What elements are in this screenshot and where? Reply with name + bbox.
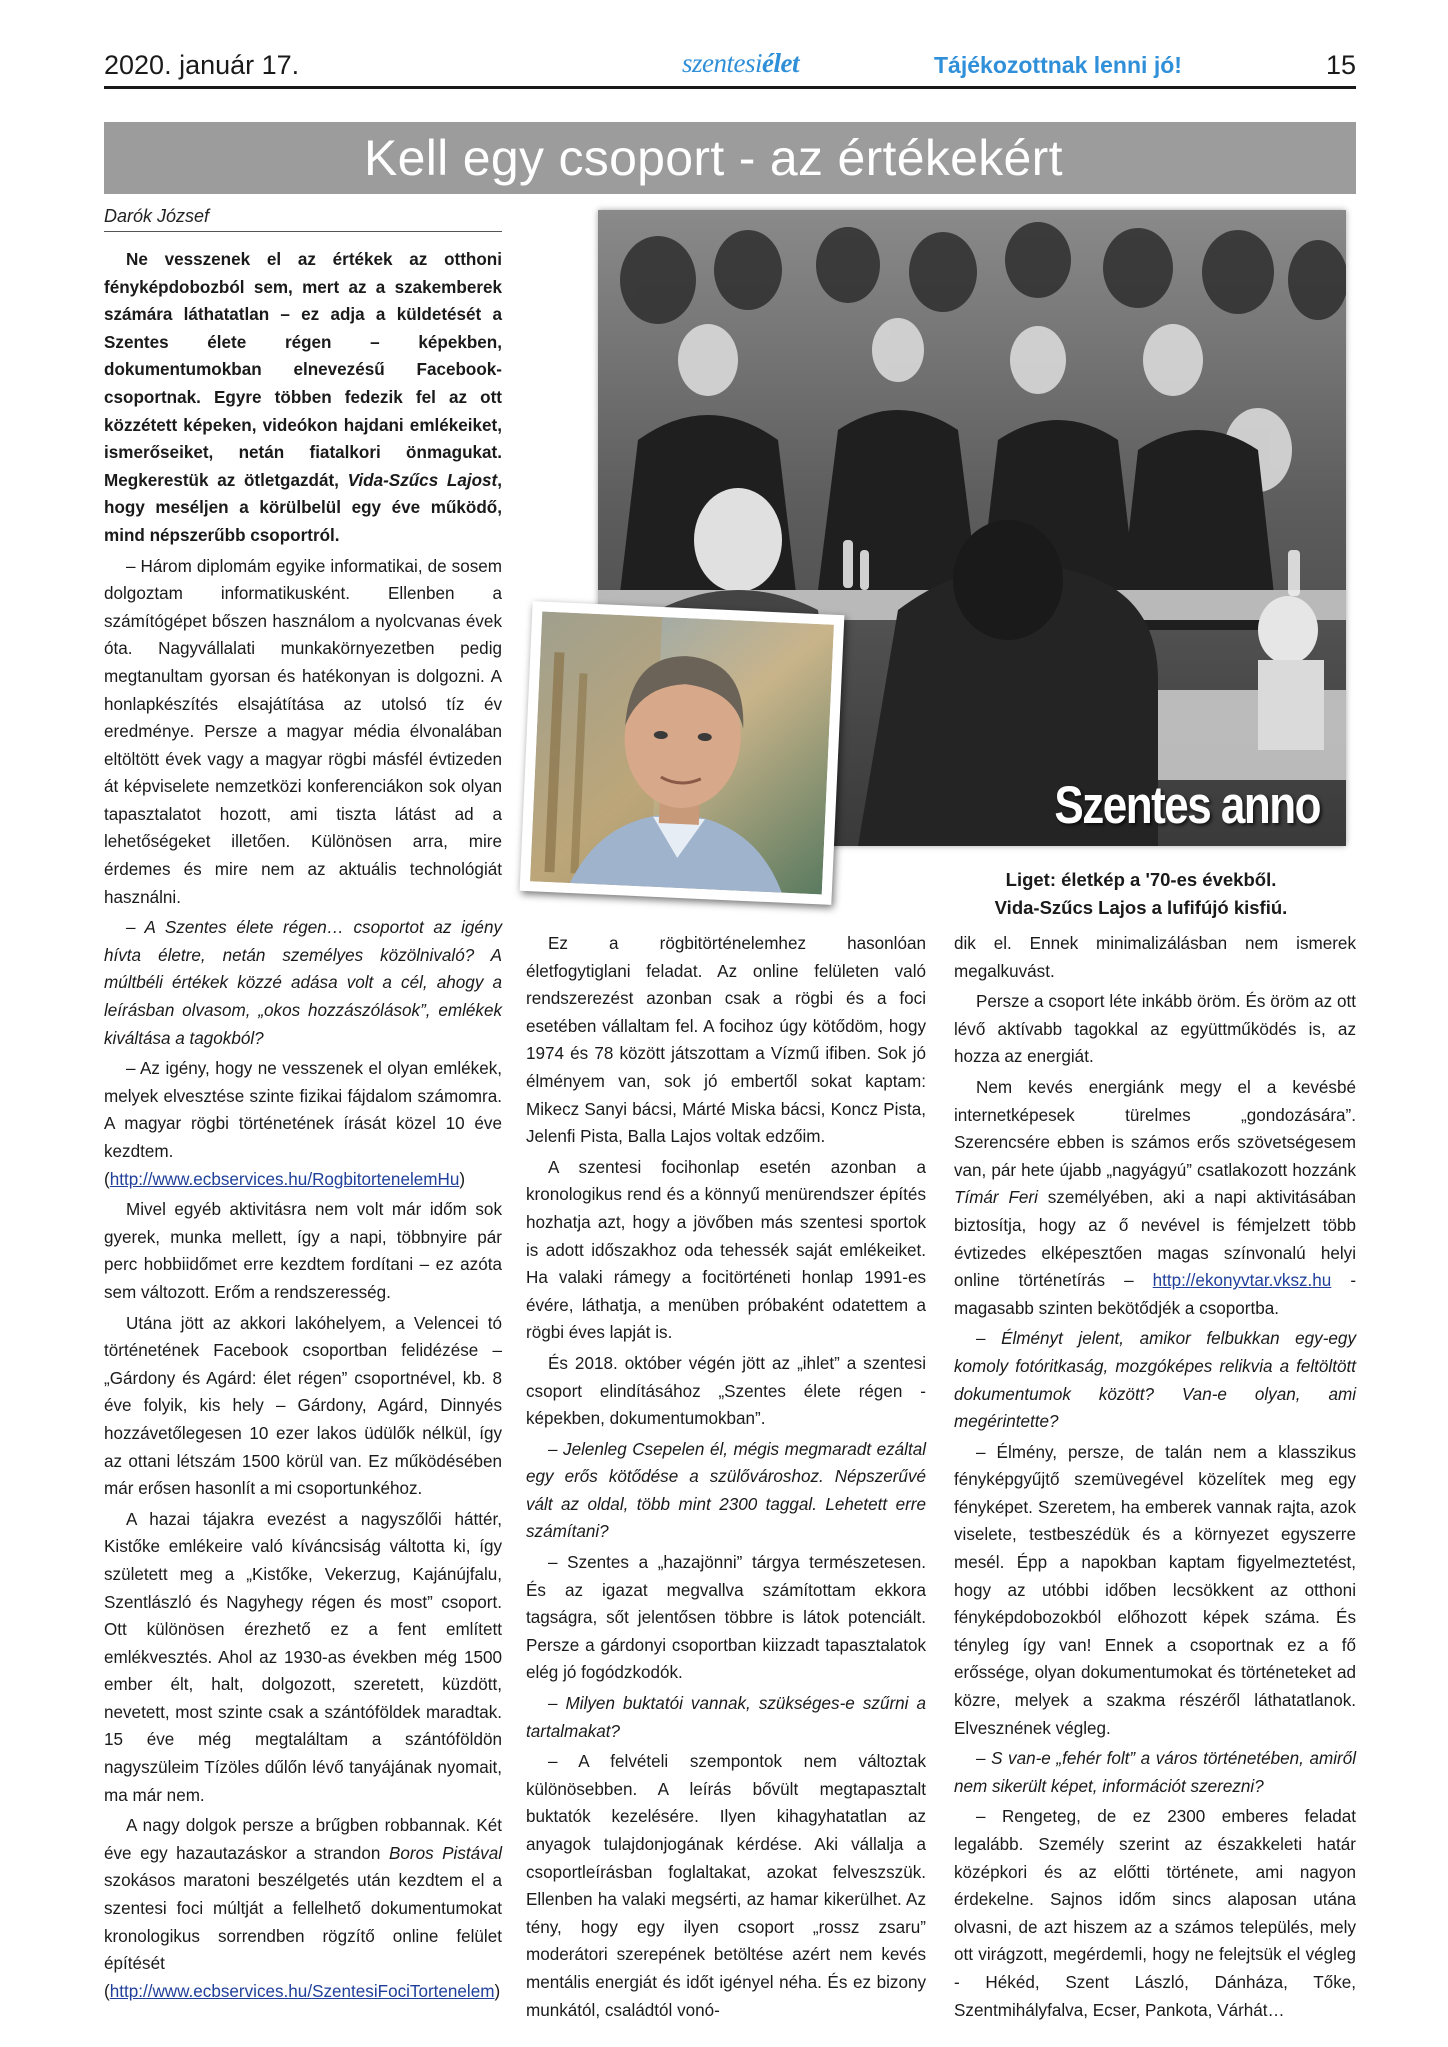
lead-person-name: Vida-Szűcs Lajost	[347, 470, 498, 490]
lead-text-b: , hogy meséljen a körülbelül egy éve működő, mind népszerűbb csoportról.	[104, 470, 502, 545]
paragraph: És 2018. október végén jött az „ihlet” a szentesi csoport elindításához „Szentes élete régen - képekben, dokumentumokban”.	[526, 1353, 926, 1429]
question: – Milyen buktatói vannak, szükséges-e szűrni a tartalmakat?	[526, 1694, 926, 1741]
author-divider	[104, 231, 502, 232]
paragraph: – Három diplomám egyike informatikai, de sosem dolgoztam informatikusként. Ellenben a számítógépet bőszen használom a nyolcvanas évek óta. Nagyvállalati munkakörnyezetben pedig megtanultam gyorsan és hatékonyan is dolgozni. A honlapkészítés elsajátítása az utolsó tíz év eredménye. Persze a magyar média élvonalában eltöltött évek vagy a magyar rögbi másfél évtizeden át képviselete nemzetközi konferenciákon sok olyan tapasztalatot hozott, ami tiszta látást ad a lehetőségeket illetően. Különösen arra, mire érdemes és mire nem az aktuális technológiát használni.	[104, 556, 502, 907]
photo-caption	[926, 866, 1356, 922]
paragraph-text: )	[494, 1981, 501, 2001]
header-divider	[104, 86, 1356, 89]
paragraph-text: A nagy dolgok persze a brűgben robbannak. Két éve egy hazautazáskor a strandon	[104, 1816, 502, 1863]
paragraph-text: )	[459, 1169, 466, 1189]
question: – S van-e „fehér folt” a város történetében, amiről nem sikerült képet, információt szerezni?	[954, 1749, 1356, 1796]
paragraph-text: - magasabb szinten bekötődjék a csoportba.	[954, 1271, 1357, 1318]
paragraph	[954, 1074, 1356, 1322]
article-column-3	[954, 930, 1356, 2027]
person-name: Boros Pistával	[388, 1843, 503, 1863]
lead-text-a: Ne vesszenek el az értékek az otthoni fényképdobozból sem, mert az a szakemberek számára láthatatlan – ez adja a küldetését a Szentes élete régen – képekben, dokumentumokban elnevezésű Facebook-csoportnak. Egyre többen fedezik fel az ott közzétett képeken, videókon hajdani emlékeiket, ismerőseiket, netán fiatalkori önmagukat. Megkerestük az ötletgazdát,	[104, 250, 502, 490]
logo-text-part1: szentesi	[682, 48, 762, 78]
page-number: 15	[1325, 50, 1356, 80]
article-column-2	[526, 930, 926, 2027]
paragraph	[104, 1055, 502, 1193]
football-history-link[interactable]: http://www.ecbservices.hu/SzentesiFociTortenelem	[109, 1981, 495, 2001]
paragraph: Utána jött az akkori lakóhelyem, a Velencei tó történetének Facebook csoportban felidézése – „Gárdony és Agárd: élet régen” csoportnével, kb. 8 éve folyik, kis hely – Gárdony, Agárd, Dinnyés hozzávetőlegesen 10 ezer lakos üdülők nélkül, így az ottani létszám 1500 körül van. Ez működésében már erősen hasonlít a mi csoportunkéhoz.	[104, 1313, 502, 1499]
issue-date: 2020. január 17.	[104, 50, 300, 80]
paragraph	[104, 1812, 502, 2005]
portrait-photo-icon	[530, 612, 834, 895]
ekonyvtar-link[interactable]: http://ekonyvtar.vksz.hu	[1152, 1271, 1332, 1291]
paragraph: Persze a csoport léte inkább öröm. És öröm az ott lévő aktívabb tagokkal az együttműködés is, az hozza az energiát.	[954, 992, 1356, 1067]
paragraph: – Szentes a „hazajönni” tárgya természetesen. És az igazat megvallva számítottam ekkora tagságra, sőt jelentősen többre is látok potenciált. Persze a gárdonyi csoportban kiizzadt tapasztalatok elég jó fogódzkodók.	[526, 1553, 926, 1683]
paragraph-text: személyében, aki a napi aktivitásában biztosítja, hogy az ő nevével is fémjelzett több évtizedes elképesztően magas színvonalú helyi online történetírás –	[954, 1188, 1356, 1291]
paragraph: dik el. Ennek minimalizálásban nem ismerek megalkuvást.	[954, 934, 1356, 981]
paragraph-text: szokásos maratoni beszélgetés után kezdtem el a szentesi foci múltját a fellelhető dokumentumokat kronologikus sorrendben rögzítő online felület építését (	[104, 1871, 502, 2001]
newspaper-slogan: Tájékozottnak lenni jó!	[934, 52, 1182, 78]
paragraph: – A felvételi szempontok nem változtak különösebben. A leírás bővült megtapasztalt buktatók kezelésére. Ilyen kihagyhatatlan az anyagok tulajdonjogának kérdése. Aki vállalja a csoportleírásban foglaltakat, azokat felveszszük. Ellenben ha valaki megsérti, az hamar kikerülhet. Az tény, hogy egy ilyen csoport „rossz zsaru” moderátori szerepének betöltése azért nem kevés mentális energiát és időt igényel néha. És ez bizony munkától, családtól vonó-	[526, 1752, 926, 2020]
rugby-history-link[interactable]: http://www.ecbservices.hu/RogbitortenelemHu	[109, 1169, 460, 1189]
portrait-photo	[520, 601, 845, 905]
newspaper-logo[interactable]	[682, 48, 799, 79]
question: – A Szentes élete régen… csoportot az igény hívta életre, netán személyes közölnivaló? A múltbéli értékek közzé adása volt a cél, ahogy a leírásban olvasom, „okos hozzászólások”, emlékek kiváltása a tagokból?	[104, 918, 502, 1048]
article-lead	[104, 246, 502, 550]
paragraph: – Élmény, persze, de talán nem a klasszikus fényképgyűjtő szemüvegével közelítek meg egy fényképet. Szeretem, ha emberek vannak rajta, azok viselete, testbeszédük és a környezet egyszerre mesél. Épp a napokban kaptam figyelmeztetést, hogy az utóbbi időben lecsökkent az otthoni fényképdobozokból előhozott képek száma. És tényleg így van! Ennek a csoportnak ez a fő erőssége, olyan dokumentumokat és történeteket ad közre, melyek a szakma részéről láthatatlanok. Elvesznének végleg.	[954, 1442, 1356, 1738]
caption-line-2: Vida-Szűcs Lajos a lufifújó kisfiú.	[994, 897, 1288, 918]
szentes-anno-label: Szentes anno	[1054, 776, 1320, 835]
paragraph: Ez a rögbitörténelemhez hasonlóan életfogytiglani feladat. Az online felületen való rendszerezést azonban csak a rögbi és a foci esetében vállaltam fel. A focihoz úgy kötődöm, hogy 1974 és 78 között játszottam a Vízmű ifiben. Sok jó élményem van, sok jó embertől sokat kaptam: Mikecz Sanyi bácsi, Márté Miska bácsi, Koncz Pista, Jelenfi Pista, Balla Lajos voltak edzőim.	[526, 934, 926, 1147]
paragraph-text: – Az igény, hogy ne vesszenek el olyan emlékek, melyek elvesztése szinte fizikai fájdalom számomra. A magyar rögbi történetének írását közel 10 éve kezdtem. (	[104, 1059, 502, 1189]
paragraph: Mivel egyéb aktivitásra nem volt már időm sok gyerek, munka mellett, így a napi, többnyire pár perc hobbiidőmet erre kezdtem fordítani – ez azóta sem változott. Erőm a rendszeresség.	[104, 1200, 502, 1302]
person-name: Tímár Feri	[954, 1188, 1038, 1208]
paragraph: A szentesi focihonlap esetén azonban a kronologikus rend és a könnyű menürendszer építés hozhatja azt, hogy a jövőben más szentesi sportok is adott időszakhoz oda tehessék saját emlékeiket. Ha valaki rámegy a focitörténeti honlap 1991-es évére, láthatja, a menüben próbaként odatettem a rögbi éves lapját is.	[526, 1157, 926, 1343]
paragraph: – Rengeteg, de ez 2300 emberes feladat legalább. Személy szerint az északkeleti határ középkori és az előtti története, ami nagyon érdekelne. Sajnos időm sincs alaposan utána olvasni, de azt hiszem az a számos település, mely ott virágzott, megérdemli, hogy ne felejtsük el végleg - Hékéd, Szent László, Dánháza, Tőke, Szentmihályfalva, Ecser, Pankota, Várhát…	[954, 1807, 1356, 2020]
article-column-1	[104, 246, 502, 2008]
caption-line-1: Liget: életkép a '70-es évekből.	[1005, 869, 1277, 890]
question: – Élményt jelent, amikor felbukkan egy-egy komoly fotóritkaság, mozgóképes relikvia a feltöltött dokumentumok között? Van-e olyan, ami megérintette?	[954, 1329, 1356, 1432]
article-author: Darók József	[104, 206, 210, 226]
paragraph: A hazai tájakra evezést a nagyszőlői háttér, Kistőke emlékeire való kíváncsiság váltotta ki, így született meg a „Kistőke, Vekerzug, Kajánújfalu, Szentlászló és Nagyhegy régen és most” csoport. Ott különösen érezhető ez a fent említett emlékvesztés. Ahol az 1930-as években még 1500 ember élt, halt, dolgozott, szeretett, küzdött, nevetett, most szinte csak a szántóföldek maradtak. 15 éve még megtaláltam a szántóföldön nagyszüleim Tízöles dűlőn lévő tanyájának nyomait, ma már nem.	[104, 1509, 502, 1805]
question: – Jelenleg Csepelen él, mégis megmaradt ezáltal egy erős kötődése a szülővároshoz. Népszerűvé vált az oldal, több mint 2300 taggal. Lehetett erre számítani?	[526, 1439, 926, 1542]
article-title: Kell egy csoport - az értékekért	[364, 130, 1063, 186]
article-title-band	[104, 122, 1356, 194]
page-header	[104, 48, 1356, 88]
paragraph-text: Nem kevés energiánk megy el a kevésbé internetképesek türelmes „gondozására”. Szerencsére ebben is számos erős szövetségesem van, pár hete újabb „nagyágyú” csatlakozott hozzánk	[954, 1077, 1356, 1180]
logo-text-part2: élet	[762, 48, 799, 78]
